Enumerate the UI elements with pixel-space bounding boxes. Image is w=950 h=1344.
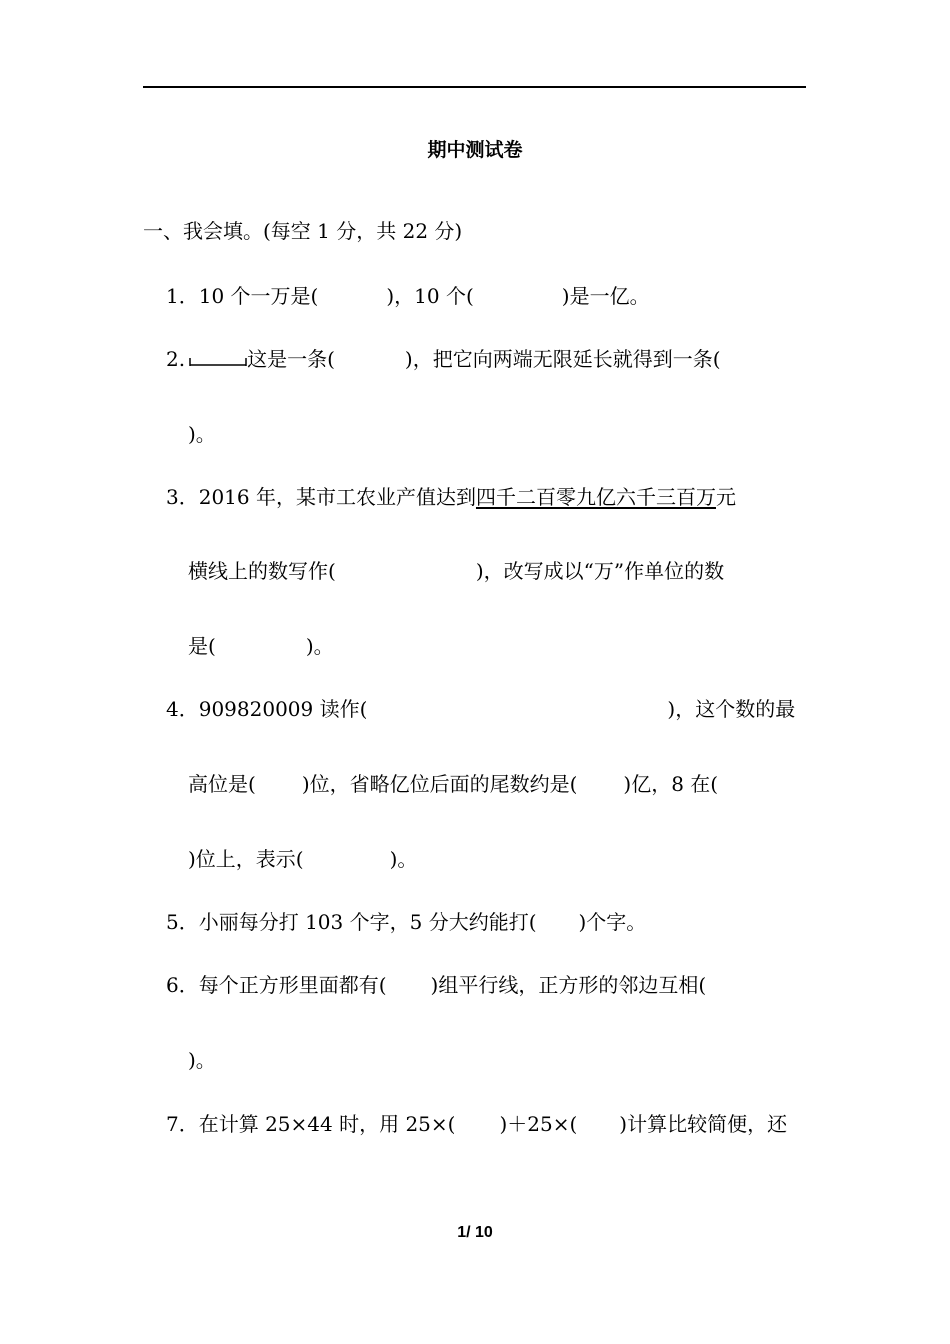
- question-3-cont: 横线上的数写作( )，改写成以“万”作单位的数: [188, 559, 725, 583]
- question-3: 3．2016 年，某市工农业产值达到四千二百零九亿六千三百万元: [166, 485, 736, 509]
- question-4: 4．909820009 读作( )，这个数的最: [166, 697, 796, 721]
- section-heading: 一、我会填。(每空 1 分，共 22 分): [143, 219, 463, 243]
- question-2-cont: )。: [188, 422, 216, 446]
- question-4-cont: 高位是( )位，省略亿位后面的尾数约是( )亿，8 在(: [188, 772, 719, 796]
- question-7: 7．在计算 25×44 时，用 25×( )＋25×( )计算比较简便，还: [166, 1112, 788, 1136]
- question-6-cont: )。: [188, 1048, 216, 1072]
- line-segment-figure: [189, 355, 247, 367]
- question-5: 5．小丽每分打 103 个字，5 分大约能打( )个字。: [166, 910, 647, 934]
- underlined-number: 四千二百零九亿六千三百万: [475, 485, 716, 509]
- question-3-cont2: 是( )。: [188, 634, 334, 658]
- header-rule: [143, 86, 806, 88]
- question-1: 1．10 个一万是( )，10 个( )是一亿。: [166, 284, 650, 308]
- question-2: 2. 这是一条( )，把它向两端无限延长就得到一条(: [166, 347, 721, 371]
- page-number: 1/ 10: [457, 1224, 493, 1241]
- question-4-cont2: )位上，表示( )。: [188, 847, 418, 871]
- question-6: 6．每个正方形里面都有( )组平行线，正方形的邻边互相(: [166, 973, 707, 997]
- page-title: 期中测试卷: [427, 139, 523, 161]
